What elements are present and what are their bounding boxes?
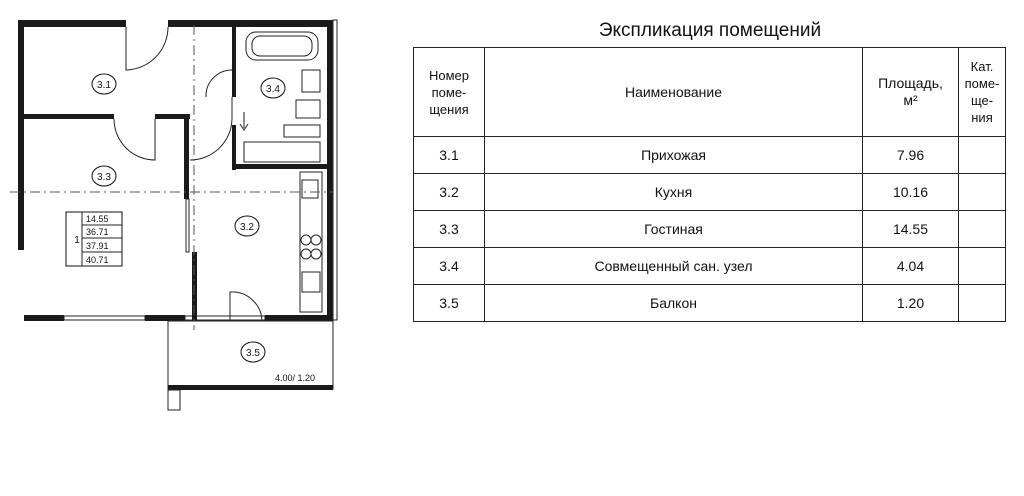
washbasin (302, 70, 320, 92)
top-wall-left (18, 20, 126, 27)
burner-1 (301, 235, 311, 245)
wall-hall-living-2 (155, 114, 190, 119)
left-wall (18, 20, 24, 250)
room-marker-3.2 (235, 216, 259, 236)
bottom-wall-mid (145, 315, 185, 321)
svg-text:40.71: 40.71 (86, 255, 109, 265)
cell-name: Гостиная (485, 211, 863, 248)
room-marker-3.1 (92, 74, 116, 94)
cell-category (959, 137, 1006, 174)
svg-text:3.1: 3.1 (97, 80, 111, 91)
cell-number: 3.3 (414, 211, 485, 248)
toilet (296, 100, 320, 118)
cell-area: 14.55 (863, 211, 959, 248)
table-title: Экспликация помещений (598, 20, 822, 41)
cell-area: 4.04 (863, 248, 959, 285)
cell-number: 3.4 (414, 248, 485, 285)
window-living (64, 316, 145, 320)
room-explication-table (413, 47, 1006, 322)
apartment-area-box (66, 212, 122, 266)
burner-4 (311, 249, 321, 259)
header-category: Кат. поме- ще- ния (959, 48, 1006, 137)
svg-text:3.4: 3.4 (266, 84, 280, 95)
cell-number: 3.5 (414, 285, 485, 322)
cell-name: Кухня (485, 174, 863, 211)
bath-door (206, 70, 232, 97)
burner-2 (311, 235, 321, 245)
cell-area: 7.96 (863, 137, 959, 174)
header-number: Номер поме- щения (414, 48, 485, 137)
table-row (414, 174, 1006, 211)
svg-text:37.91: 37.91 (86, 241, 109, 251)
cell-category (959, 285, 1006, 322)
cell-category (959, 174, 1006, 211)
cell-number: 3.1 (414, 137, 485, 174)
cell-category (959, 211, 1006, 248)
svg-text:1: 1 (74, 235, 80, 246)
bottom-wall-right (265, 315, 333, 321)
balcony-rail (168, 385, 333, 390)
fridge (302, 272, 320, 292)
outer-glazing (333, 20, 337, 320)
balcony-door (230, 292, 262, 321)
svg-text:36.71: 36.71 (86, 227, 109, 237)
floor-plan (0, 0, 400, 496)
table-row (414, 137, 1006, 174)
balcony-bracket (168, 390, 180, 410)
room-marker-3.4 (261, 78, 285, 98)
vent-arrow (240, 112, 248, 130)
cell-category (959, 248, 1006, 285)
table-row (414, 248, 1006, 285)
cell-name: Балкон (485, 285, 863, 322)
wall-living-kitchen (184, 119, 189, 199)
header-name: Наименование (485, 48, 863, 137)
wall-hall-living (24, 114, 114, 119)
partition-glass (186, 199, 189, 252)
svg-text:3.2: 3.2 (240, 222, 254, 233)
wall-bath-left (232, 27, 236, 97)
entrance-door (126, 27, 168, 70)
bottom-wall-left (24, 315, 64, 321)
bath-counter (244, 142, 320, 162)
top-wall-right (168, 20, 333, 27)
kitchen-sink (302, 180, 318, 198)
kitchen-door (190, 97, 232, 160)
cell-name: Совмещенный сан. узел (485, 248, 863, 285)
right-wall (327, 20, 333, 320)
washing-machine (284, 125, 320, 137)
burner-3 (301, 249, 311, 259)
living-door (114, 119, 155, 160)
wall-bath-bottom (236, 164, 327, 169)
svg-text:14.55: 14.55 (86, 214, 109, 224)
cell-number: 3.2 (414, 174, 485, 211)
svg-text:3.5: 3.5 (246, 348, 260, 359)
svg-text:3.3: 3.3 (97, 172, 111, 183)
cell-area: 10.16 (863, 174, 959, 211)
room-marker-3.3 (92, 166, 116, 186)
balcony-note: 4.00/ 1.20 (275, 373, 316, 383)
room-marker-3.5 (241, 342, 265, 362)
cell-area: 1.20 (863, 285, 959, 322)
cell-name: Прихожая (485, 137, 863, 174)
table-row (414, 211, 1006, 248)
header-area: Площадь, м² (863, 48, 959, 137)
wall-bath-left-low (232, 125, 236, 170)
bathtub-inner (252, 36, 312, 56)
table-header-row (414, 48, 1006, 137)
table-row (414, 285, 1006, 322)
